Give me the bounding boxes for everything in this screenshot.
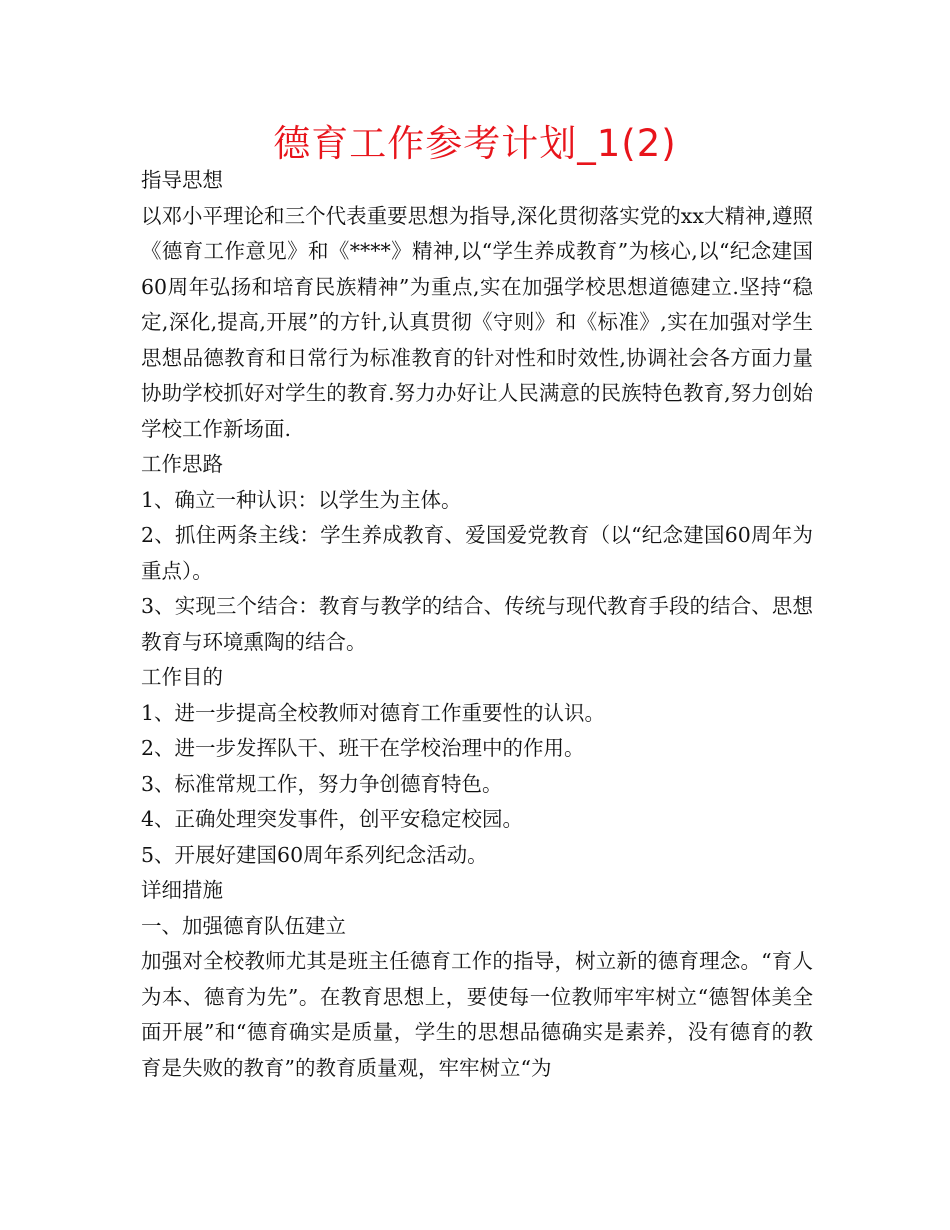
list-item: 5、开展好建国60周年系列纪念活动。 [141,842,488,867]
section-heading-work-goals: 工作目的 [141,665,223,689]
list-item: 1、进一步提高全校教师对德育工作重要性的认识。 [141,700,606,725]
list-item: 4、正确处理突发事件，创平安稳定校园。 [141,807,524,831]
section-heading-measures: 详细措施 [141,878,223,902]
section-heading-work-ideas: 工作思路 [141,452,223,476]
list-item: 3、标准常规工作，努力争创德育特色。 [141,771,503,796]
document-title: 德育工作参考计划_1(2) [273,122,677,165]
list-item: 3、实现三个结合：教育与教学的结合、传统与现代教育手段的结合、思想教育与环境熏陶的结合。 [141,594,813,654]
section-heading-guiding-ideology: 指导思想 [141,168,223,192]
document-body [141,163,813,1086]
paragraph-measures: 加强对全校教师尤其是班主任德育工作的指导，树立新的德育理念。“育人为本、德育为先”。在教育思想上，要使每一位教师牢牢树立“德智体美全面开展”和“德育确实是质量，学生的思想品德确实是素养，没有德育的教育是失败的教育”的教育质量观，牢牢树立“为 [141,949,813,1080]
list-item: 2、进一步发挥队干、班干在学校治理中的作用。 [141,736,585,760]
paragraph-guiding-ideology: 以邓小平理论和三个代表重要思想为指导,深化贯彻落实党的xx大精神,遵照《德育工作意见》和《****》精神,以“学生养成教育”为核心,以“纪念建国60周年弘扬和培育民族精神”为重点,实在加强学校思想道德建立.坚持“稳定,深化,提高,开展”的方针,认真贯彻《守则》和《标准》,实在加强对学生思想品德教育和日常行为标准教育的针对性和时效性,协调社会各方面力量协助学校抓好对学生的教育.努力办好让人民满意的民族特色教育,努力创始学校工作新场面. [141,203,813,441]
list-item: 1、确立一种认识：以学生为主体。 [141,487,462,512]
list-item: 2、抓住两条主线：学生养成教育、爱国爱党教育（以“纪念建国60周年为重点）。 [141,523,813,583]
subsection-heading: 一、加强德育队伍建立 [141,913,346,938]
